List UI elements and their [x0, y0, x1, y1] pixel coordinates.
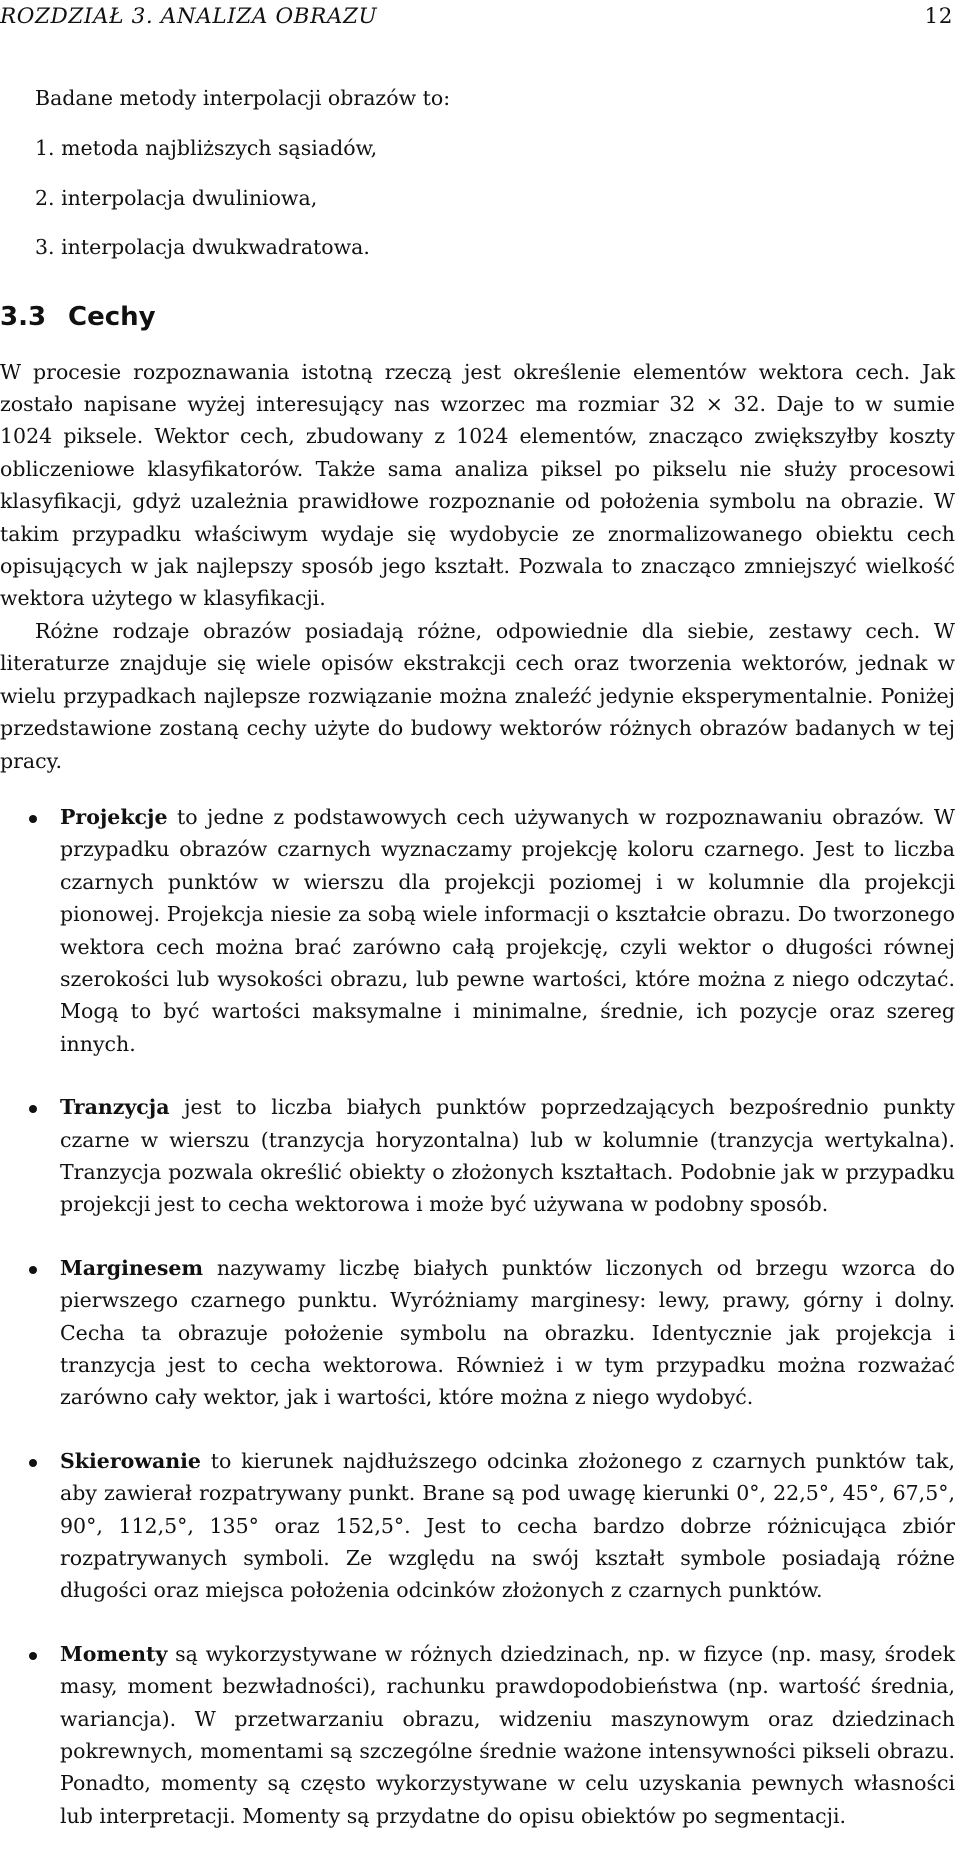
feature-item	[0, 1445, 955, 1607]
feature-description: to jedne z podstawowych cech używanych w rozpoznawaniu obrazów. W przypadku obrazów czarnych wyznaczamy projekcję koloru czarnego. Jest to liczba czarnych punktów w wierszu dla projekcji poziomej i w kolumnie dla projekcji pionowej. Projekcja niesie za sobą wiele informacji o kształcie obrazu. Do tworzonego wektora cech można brać zarówno całą projekcję, czyli wektor o długości równej szerokości lub wysokości obrazu, lub pewne wartości, które można z niego odczytać. Mogą to być wartości maksymalne i minimalne, średnie, ich pozycje oraz szereg innych.	[60, 804, 955, 1056]
feature-item	[0, 1091, 955, 1221]
feature-term: Momenty	[60, 1641, 168, 1666]
paragraph: W procesie rozpoznawania istotną rzeczą jest określenie elementów wektora cech. Jak zostało napisane wyżej interesujący nas wzorzec ma rozmiar 32 × 32. Daje to w sumie 1024 piksele. Wektor cech, zbudowany z 1024 elementów, znacząco zwiększyłby koszty obliczeniowe klasyfikatorów. Także sama analiza piksel po pikselu nie służy procesowi klasyfikacji, gdyż uzależnia prawidłowe rozpoznanie od położenia symbolu na obrazie. W takim przypadku właściwym wydaje się wydobycie ze znormalizowanego obiektu cech opisujących w jak najlepszy sposób jego kształt. Pozwala to znacząco zmniejszyć wielkość wektora użytego w klasyfikacji.	[0, 359, 955, 611]
section-heading	[0, 300, 955, 334]
section-number: 3.3	[0, 301, 47, 332]
item-number: 2.	[35, 185, 55, 210]
item-text: metoda najbliższych sąsiadów,	[61, 136, 378, 161]
feature-term: Projekcje	[60, 804, 168, 829]
feature-description: są wykorzystywane w różnych dziedzinach, np. w fizyce (np. masy, środek masy, moment bezwładności), rachunku prawdopodobieństwa (np. wartość średnia, wariancja). W przetwarzaniu obrazu, widzeniu maszynowym oraz dziedzinach pokrewnych, momentami są szczególne średnie ważone intensywności pikseli obrazu. Ponadto, momenty są często wykorzystywane w celu uzyskania pewnych własności lub interpretacji. Momenty są przydatne do opisu obiektów po segmentacji.	[60, 1641, 955, 1828]
body-text	[0, 82, 955, 1863]
page-number: 12	[924, 4, 953, 29]
feature-description: to kierunek najdłuższego odcinka złożonego z czarnych punktów tak, aby zawierał rozpatrywany punkt. Brane są pod uwagę kierunki 0°, 22,5°, 45°, 67,5°, 90°, 112,5°, 135° oraz 152,5°. Jest to cecha bardzo dobrze różnicująca zbiór rozpatrywanych symboli. Ze względu na swój kształt symbole posiadają różne długości oraz miejsca położenia odcinków złożonych z czarnych punktów.	[60, 1448, 955, 1603]
bullet-icon	[29, 1459, 37, 1467]
intro-sentence: Badane metody interpolacji obrazów to:	[35, 86, 451, 110]
feature-item	[0, 1252, 955, 1414]
feature-item	[0, 801, 955, 1060]
feature-description: nazywamy liczbę białych punktów liczonych od brzegu wzorca do pierwszego czarnego punktu. Wyróżniamy marginesy: lewy, prawy, górny i dolny. Cecha ta obrazuje położenie symbolu na obrazku. Identycznie jak projekcja i tranzycja jest to cecha wektorowa. Również i w tym przypadku można rozważać zarówno cały wektor, jak i wartości, które można z niego wydobyć.	[60, 1255, 955, 1410]
item-text: interpolacja dwuliniowa,	[61, 185, 318, 210]
running-header	[0, 4, 953, 29]
bullet-icon	[29, 1266, 37, 1274]
feature-term: Tranzycja	[60, 1095, 170, 1120]
feature-term: Marginesem	[60, 1255, 204, 1280]
feature-description: jest to liczba białych punktów poprzedzających bezpośrednio punkty czarne w wierszu (tranzycja horyzontalna) lub w kolumnie (tranzycja wertykalna). Tranzycja pozwala określić obiekty o złożonych kształtach. Podobnie jak w przypadku projekcji jest to cecha wektorowa i może być używana w podobny sposób.	[60, 1095, 955, 1217]
bullet-icon	[29, 1105, 37, 1113]
paragraph: Różne rodzaje obrazów posiadają różne, odpowiednie dla siebie, zestawy cech. W literaturze znajduje się wiele opisów ekstrakcji cech oraz tworzenia wektorów, jednak w wielu przypadkach najlepsze rozwiązanie można znaleźć jedynie eksperymentalnie. Poniżej przedstawione zostaną cechy użyte do budowy wektorów różnych obrazów badanych w tej pracy.	[0, 618, 955, 773]
chapter-title: ROZDZIAŁ 3. ANALIZA OBRAZU	[0, 4, 378, 29]
list-item	[0, 231, 955, 263]
bullet-icon	[29, 1652, 37, 1660]
item-number: 1.	[35, 136, 55, 161]
list-item	[0, 182, 955, 214]
list-item	[0, 132, 955, 164]
feature-list	[0, 801, 955, 1832]
bullet-icon	[29, 815, 37, 823]
feature-term: Skierowanie	[60, 1448, 201, 1473]
feature-item	[0, 1638, 955, 1832]
item-text: interpolacja dwukwadratowa.	[61, 235, 370, 260]
section-title: Cechy	[68, 301, 156, 332]
interpolation-methods-list	[0, 132, 955, 263]
item-number: 3.	[35, 235, 55, 260]
